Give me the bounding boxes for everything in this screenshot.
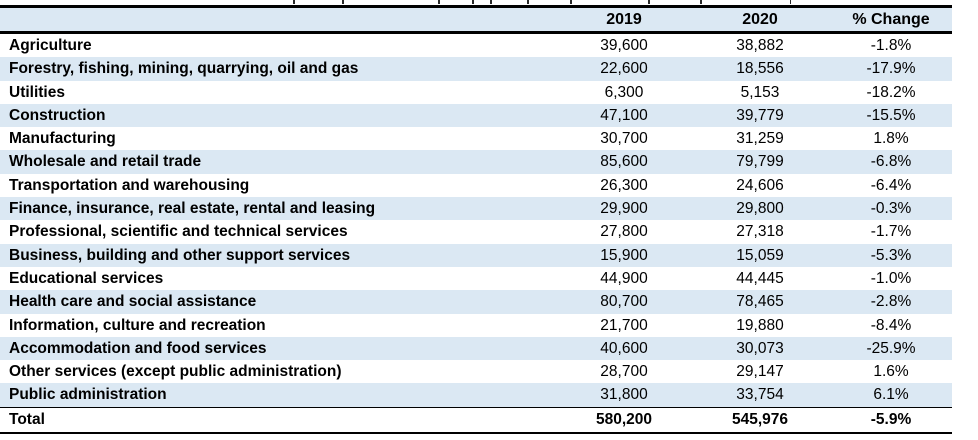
table-row bbox=[0, 127, 952, 150]
industry-label: Wholesale and retail trade bbox=[0, 150, 558, 173]
value-2019: 31,800 bbox=[558, 383, 690, 407]
value-percent-change: -15.5% bbox=[830, 104, 952, 127]
industry-label: Utilities bbox=[9, 83, 65, 101]
industry-label: Health care and social assistance bbox=[0, 290, 558, 313]
value-2019: 40,600 bbox=[558, 337, 690, 360]
table-row bbox=[0, 290, 952, 313]
value-2020: 15,059 bbox=[690, 244, 830, 267]
total-row bbox=[0, 407, 952, 433]
industry-label: Total bbox=[0, 407, 558, 433]
value-2019: 29,900 bbox=[558, 197, 690, 220]
value-2020: 79,799 bbox=[690, 150, 830, 173]
table-row bbox=[0, 150, 952, 173]
value-2019: 30,700 bbox=[600, 130, 648, 148]
value-percent-change: -0.3% bbox=[830, 197, 952, 220]
value-2019: 580,200 bbox=[558, 407, 690, 433]
value-2020: 19,880 bbox=[736, 316, 784, 334]
value-percent-change: -2.8% bbox=[830, 290, 952, 313]
table-row bbox=[0, 57, 952, 80]
value-2020: 545,976 bbox=[690, 407, 830, 433]
value-2020: 30,073 bbox=[690, 337, 830, 360]
industry-label: Public administration bbox=[0, 383, 558, 407]
table-row bbox=[0, 360, 952, 383]
value-percent-change: -17.9% bbox=[830, 57, 952, 80]
industry-label: Business, building and other support services bbox=[0, 244, 558, 267]
industry-label: Agriculture bbox=[9, 37, 92, 54]
value-percent-change: 1.8% bbox=[873, 130, 909, 148]
table-row bbox=[0, 383, 952, 407]
value-2020: 78,465 bbox=[690, 290, 830, 313]
industry-label: Educational services bbox=[9, 269, 164, 287]
table-row bbox=[0, 197, 952, 220]
value-2020: 31,259 bbox=[736, 130, 784, 148]
table-row bbox=[0, 174, 952, 197]
value-percent-change: -1.0% bbox=[870, 269, 912, 287]
value-2019: 26,300 bbox=[600, 176, 648, 194]
industry-label: Information, culture and recreation bbox=[9, 316, 266, 334]
industry-label: Finance, insurance, real estate, rental and leasing bbox=[0, 197, 558, 220]
column-header-percent-change: % Change bbox=[830, 7, 952, 33]
table-row bbox=[0, 337, 952, 360]
value-percent-change: 6.1% bbox=[830, 383, 952, 407]
value-2020: 27,318 bbox=[736, 223, 784, 241]
industry-label: Construction bbox=[0, 104, 558, 127]
industry-label: Forestry, fishing, mining, quarrying, oil and gas bbox=[0, 57, 558, 80]
column-header-2019: 2019 bbox=[558, 7, 690, 33]
value-2020: 24,606 bbox=[736, 176, 784, 194]
table-row bbox=[0, 220, 952, 243]
value-2020: 39,779 bbox=[690, 104, 830, 127]
value-2019: 47,100 bbox=[558, 104, 690, 127]
value-percent-change: -18.2% bbox=[866, 83, 916, 101]
value-2020: 18,556 bbox=[690, 57, 830, 80]
value-2020: 33,754 bbox=[690, 383, 830, 407]
value-percent-change: -6.8% bbox=[830, 150, 952, 173]
value-2019: 15,900 bbox=[558, 244, 690, 267]
column-header-2020: 2020 bbox=[690, 7, 830, 33]
table-body bbox=[0, 33, 952, 433]
value-percent-change: -5.3% bbox=[830, 244, 952, 267]
value-2019: 6,300 bbox=[604, 83, 644, 101]
value-percent-change: -6.4% bbox=[870, 176, 912, 194]
value-2020: 5,153 bbox=[740, 83, 780, 101]
value-2019: 80,700 bbox=[558, 290, 690, 313]
table-row bbox=[0, 104, 952, 127]
industry-label: Manufacturing bbox=[9, 130, 116, 148]
value-2020: 29,800 bbox=[690, 197, 830, 220]
value-2019: 28,700 bbox=[600, 363, 648, 381]
value-2020: 44,445 bbox=[736, 269, 784, 287]
value-2019: 39,600 bbox=[600, 37, 648, 54]
value-2020: 38,882 bbox=[736, 37, 784, 54]
value-2020: 29,147 bbox=[736, 363, 784, 381]
column-header-industry bbox=[0, 7, 558, 33]
table-row bbox=[0, 33, 952, 58]
value-2019: 22,600 bbox=[558, 57, 690, 80]
table-row bbox=[0, 267, 952, 290]
value-percent-change: 1.6% bbox=[873, 363, 909, 381]
industry-label: Transportation and warehousing bbox=[9, 176, 250, 194]
industry-label: Accommodation and food services bbox=[0, 337, 558, 360]
table-row bbox=[0, 81, 952, 104]
industry-label: Professional, scientific and technical services bbox=[9, 223, 348, 241]
employment-by-industry-table bbox=[0, 5, 952, 434]
table-row bbox=[0, 244, 952, 267]
value-percent-change: -8.4% bbox=[870, 316, 912, 334]
value-percent-change: -1.8% bbox=[870, 37, 912, 54]
value-2019: 27,800 bbox=[600, 223, 648, 241]
value-2019: 85,600 bbox=[558, 150, 690, 173]
industry-label: Other services (except public administration) bbox=[9, 363, 342, 381]
value-percent-change: -1.7% bbox=[870, 223, 912, 241]
value-2019: 21,700 bbox=[600, 316, 648, 334]
value-percent-change: -5.9% bbox=[830, 407, 952, 433]
table-row bbox=[0, 314, 952, 337]
value-2019: 44,900 bbox=[600, 269, 648, 287]
value-percent-change: -25.9% bbox=[830, 337, 952, 360]
header-row bbox=[0, 7, 952, 33]
